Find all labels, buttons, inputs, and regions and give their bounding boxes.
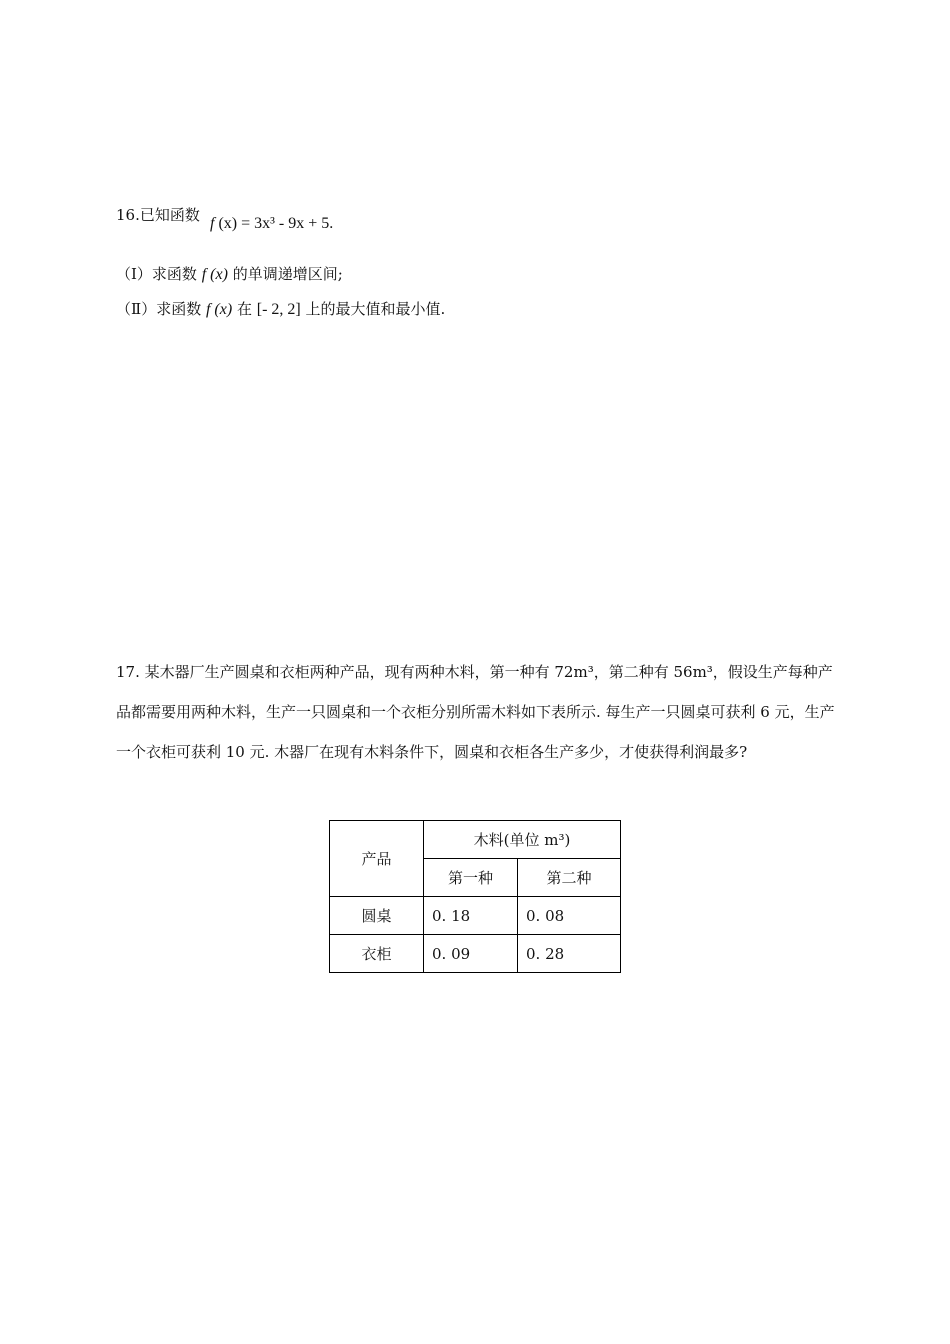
header-product: 产品: [330, 821, 424, 897]
part-2-prefix: （Ⅱ）求函数: [116, 300, 202, 318]
function-arg: (x): [218, 215, 238, 232]
question-lead: 已知函数: [139, 206, 200, 224]
part-2-interval: [- 2, 2]: [256, 301, 301, 318]
function-rhs: = 3x³ - 9x + 5: [241, 215, 330, 232]
end-mark: .: [329, 215, 334, 232]
part-1-function: f (x): [201, 266, 228, 283]
row-second-value: 0. 08: [518, 897, 621, 935]
part-1-suffix: 的单调递增区间;: [232, 265, 343, 283]
question-16-part-1: [116, 264, 343, 285]
header-wood: 木料(单位 m³): [424, 821, 621, 859]
row-product: 圆桌: [330, 897, 424, 935]
row-first-value: 0. 09: [424, 935, 518, 973]
row-first-value: 0. 18: [424, 897, 518, 935]
part-2-function: f (x): [205, 301, 233, 318]
question-16-title: [116, 205, 200, 225]
header-second-type: 第二种: [518, 859, 621, 897]
question-17-text: 17. 某木器厂生产圆桌和衣柜两种产品，现有两种木料，第一种有 72m³，第二种有 56m³，假设生产每种产品都需要用两种木料，生产一只圆桌和一个衣柜分别所需木料如下表所示. 每生产一只圆桌可获利 6 元，生产一个衣柜可获利 10 元. 木器厂在现有木料条件下，圆桌和衣柜各生产多少，才使获得利润最多?: [116, 663, 835, 761]
part-2-mid: 在: [236, 300, 252, 318]
function-name: f: [210, 215, 215, 232]
question-number: 16.: [116, 206, 140, 224]
row-second-value: 0. 28: [518, 935, 621, 973]
wood-requirement-table: [329, 820, 621, 973]
table-row: [330, 897, 621, 935]
part-1-prefix: （Ⅰ）求函数: [116, 265, 197, 283]
part-2-suffix: 上的最大值和最小值.: [305, 300, 446, 318]
row-product: 衣柜: [330, 935, 424, 973]
table-header-row: [330, 821, 621, 859]
question-16-part-2: [116, 299, 445, 320]
function-definition: [210, 215, 333, 233]
table-row: [330, 935, 621, 973]
header-first-type: 第一种: [424, 859, 518, 897]
